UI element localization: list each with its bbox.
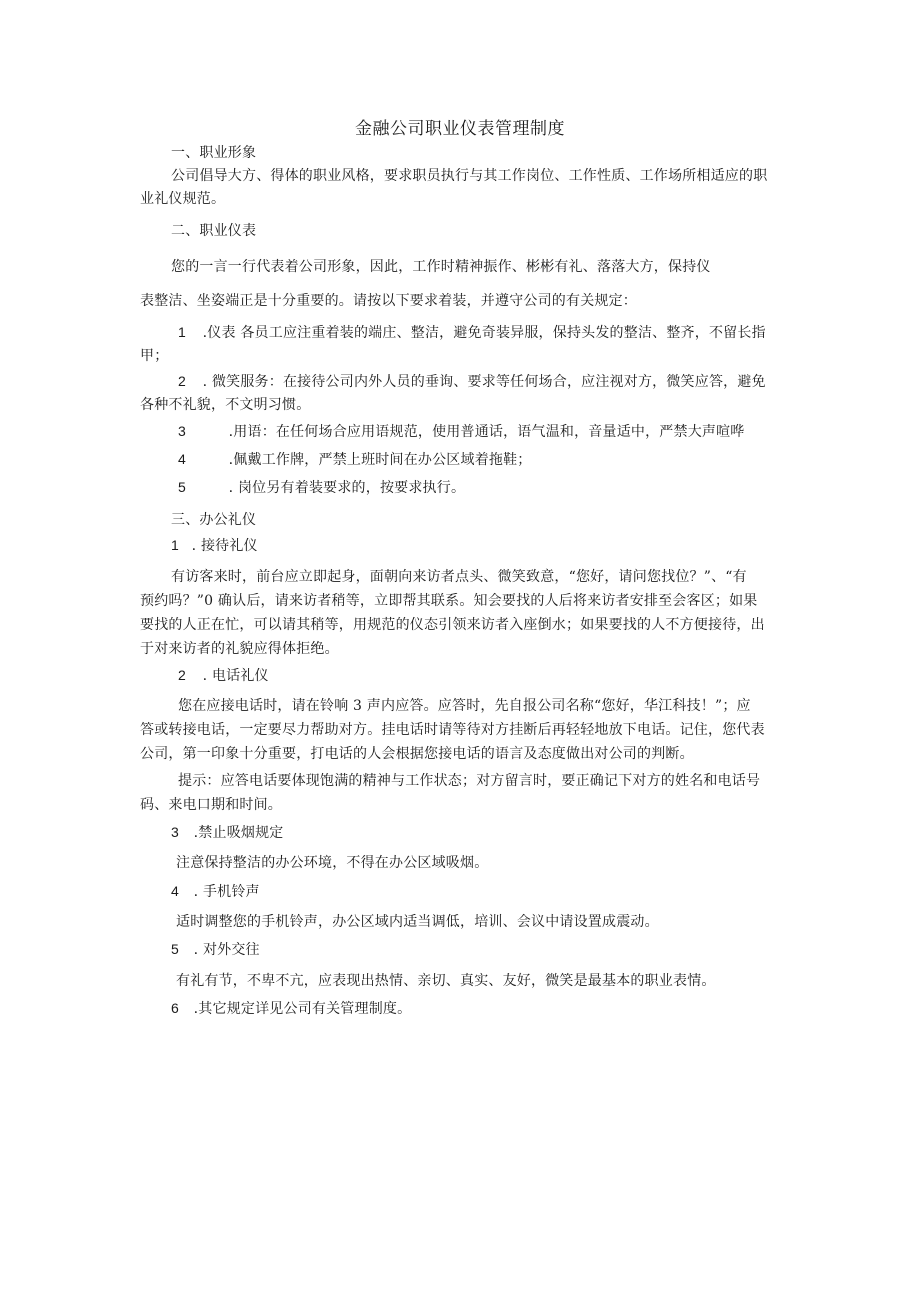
subsection-heading-no-smoking <box>171 822 284 843</box>
list-number: 2 <box>178 373 186 389</box>
subsection-heading-text: . 手机铃声 <box>193 884 260 900</box>
paragraph-line: 公司，第一印象十分重要，打电话的人会根据您接电话的语言及态度做出对公司的判断。 <box>140 746 694 762</box>
list-item-text: . 微笑服务：在接待公司内外人员的垂询、要求等任何场合，应注视对方，微笑应答，避免 <box>202 374 766 390</box>
paragraph-line: 有礼有节，不卑不亢，应表现出热情、亲切、真实、友好，微笑是最基本的职业表情。 <box>176 973 716 989</box>
paragraph-line: 甲； <box>140 348 169 364</box>
paragraph-line: 预约吗？”0 确认后，请来访者稍等，立即帮其联系。知会要找的人后将来访者安排至会客区；如果 <box>140 593 758 609</box>
subsection-heading-ringtone <box>171 881 260 902</box>
subsection-heading-external-relations <box>171 939 260 960</box>
subsection-heading-text: .其它规定详见公司有关管理制度。 <box>193 1001 412 1017</box>
paragraph-line: 业礼仪规范。 <box>140 191 226 207</box>
list-item-text: .仪表 各员工应注重着装的端庄、整洁，避免奇装异服，保持头发的整洁、整齐，不留长指 <box>202 325 766 341</box>
section-heading-professional-appearance: 二、职业仪表 <box>171 223 257 239</box>
list-number: 5 <box>178 479 186 495</box>
paragraph-line: 于对来访者的礼貌应得体拒绝。 <box>140 641 339 657</box>
list-item-1 <box>178 322 766 343</box>
paragraph-line: 您在应接电话时，请在铃响 3 声内应答。应答时，先自报公司名称“您好，华江科技！”；应 <box>178 698 751 714</box>
list-number: 6 <box>171 1000 179 1016</box>
section-heading-professional-image: 一、职业形象 <box>171 145 257 161</box>
paragraph-line: 您的一言一行代表着公司形象，因此，工作时精神振作、彬彬有礼、落落大方，保持仪 <box>171 259 711 275</box>
paragraph-line: 适时调整您的手机铃声，办公区域内适当调低，培训、会议中请设置成震动。 <box>176 914 659 930</box>
list-number: 1 <box>178 324 186 340</box>
list-number: 3 <box>178 423 186 439</box>
subsection-heading-text: . 接待礼仪 <box>191 538 258 554</box>
paragraph-line: 注意保持整洁的办公环境，不得在办公区域吸烟。 <box>176 855 489 871</box>
subsection-heading-other <box>171 998 411 1019</box>
paragraph-line: 有访客来时，前台应立即起身，面朝向来访者点头、微笑致意，“您好，请问您找位？”、“有 <box>171 569 747 585</box>
paragraph-line: 提示：应答电话要体现饱满的精神与工作状态；对方留言时，要正确记下对方的姓名和电话号 <box>178 773 761 789</box>
paragraph-line: 答或转接电话，一定要尽力帮助对方。挂电话时请等待对方挂断后再轻轻地放下电话。记住，您代表 <box>140 722 765 738</box>
list-item-text: .佩戴工作牌，严禁上班时间在办公区域着拖鞋； <box>228 452 532 468</box>
subsection-heading-phone <box>178 665 269 686</box>
list-number: 2 <box>178 667 186 683</box>
subsection-heading-text: .禁止吸烟规定 <box>193 825 284 841</box>
list-number: 1 <box>171 537 179 553</box>
list-item-4 <box>178 449 532 470</box>
subsection-heading-text: . 电话礼仪 <box>202 668 269 684</box>
paragraph-line: 要找的人正在忙，可以请其稍等，用规范的仪态引领来访者入座倒水；如果要找的人不方便接待，出 <box>140 617 765 633</box>
list-item-5 <box>178 477 465 498</box>
list-item-2 <box>178 371 766 392</box>
paragraph-line: 各种不礼貌，不文明习惯。 <box>140 397 311 413</box>
list-item-text: .用语：在任何场合应用语规范，使用普通话，语气温和，音量适中，严禁大声喧哗 <box>228 424 745 440</box>
list-number: 4 <box>178 451 186 467</box>
subsection-heading-text: . 对外交往 <box>193 942 260 958</box>
section-heading-office-etiquette: 三、办公礼仪 <box>171 512 257 528</box>
paragraph-line: 码、来电口期和时间。 <box>140 797 282 813</box>
list-item-text: . 岗位另有着装要求的，按要求执行。 <box>228 480 466 496</box>
document-title: 金融公司职业仪表管理制度 <box>355 119 565 139</box>
list-item-3 <box>178 421 745 442</box>
subsection-heading-reception <box>171 535 258 556</box>
paragraph-line: 公司倡导大方、得体的职业风格，要求职员执行与其工作岗位、工作性质、工作场所相适应的职 <box>171 168 768 184</box>
list-number: 4 <box>171 883 179 899</box>
list-number: 3 <box>171 824 179 840</box>
list-number: 5 <box>171 941 179 957</box>
paragraph-line: 表整洁、坐姿端正是十分重要的。请按以下要求着装，并遵守公司的有关规定： <box>140 293 637 309</box>
